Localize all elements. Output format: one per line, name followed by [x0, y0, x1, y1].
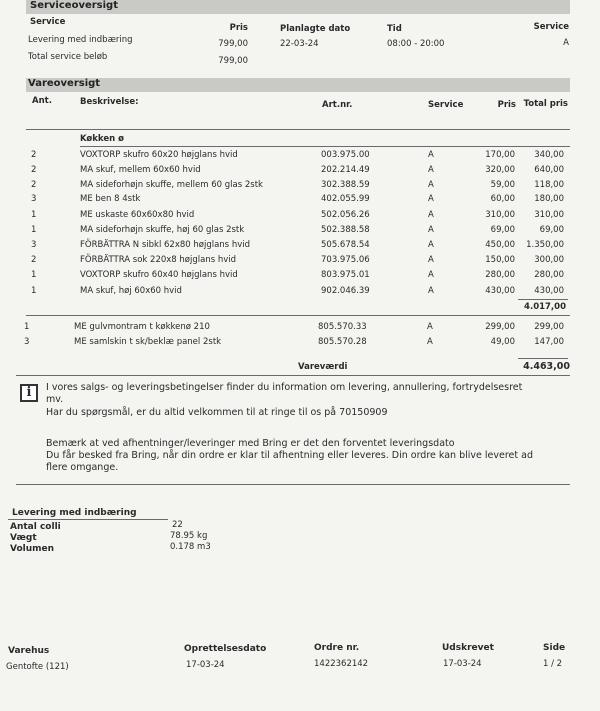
item-total: 280,00: [534, 270, 564, 280]
info-line-3: Har du spørgsmål, er du altid velkommen til at ringe til os på 70150909: [46, 407, 388, 418]
table-row: [0, 180, 600, 192]
item-service: A: [428, 240, 434, 250]
footer-side-label: Side: [543, 643, 566, 653]
item-ant: 2: [31, 255, 37, 265]
group-end-divider: [26, 315, 570, 316]
item-artnr: 703.975.06: [321, 255, 370, 265]
item-ant: 1: [31, 225, 37, 235]
footer-varehus-value: Gentofte (121): [6, 662, 69, 672]
vare-header-ant: Ant.: [32, 96, 52, 106]
delivery-value-volumen: 0.178 m3: [170, 542, 211, 552]
footer-side-value: 1 / 2: [543, 659, 563, 669]
service-row-dato: 22-03-24: [280, 39, 319, 49]
item-desc: FÖRBÄTTRA sok 220x8 højglans hvid: [80, 255, 237, 265]
item-pris: 299,00: [485, 322, 515, 332]
service-total-label: Total service beløb: [28, 52, 108, 62]
delivery-value-vaegt: 78.95 kg: [170, 531, 208, 541]
delivery-value-colli: 22: [172, 520, 183, 530]
item-artnr: 902.046.39: [321, 286, 370, 296]
delivery-title: Levering med indbæring: [12, 508, 137, 518]
footer-varehus-label: Varehus: [8, 646, 50, 656]
item-total: 430,00: [534, 286, 564, 296]
table-row: [0, 240, 600, 252]
item-artnr: 803.975.01: [321, 270, 370, 280]
vare-header-divider: [26, 129, 570, 130]
service-row-pris: 799,00: [218, 39, 248, 49]
item-ant: 1: [31, 210, 37, 220]
subtotal-divider: [518, 299, 568, 300]
item-ant: 2: [31, 180, 37, 190]
table-row: [0, 322, 600, 334]
footer-ordre-value: 1422362142: [314, 659, 369, 669]
table-row: [0, 337, 600, 349]
group-subtotal: 4.017,00: [524, 302, 566, 312]
item-service: A: [428, 255, 434, 265]
item-pris: 60,00: [490, 194, 515, 204]
service-header-code: Service: [533, 22, 569, 32]
service-header-service: Service: [30, 17, 66, 27]
item-total: 310,00: [534, 210, 564, 220]
delivery-label-colli: Antal colli: [10, 522, 61, 532]
delivery-divider: [8, 519, 168, 520]
item-service: A: [428, 286, 434, 296]
vareværdi-value: 4.463,00: [523, 361, 570, 372]
item-pris: 170,00: [485, 150, 515, 160]
item-artnr: 502.056.26: [321, 210, 370, 220]
item-desc: VOXTORP skufro 60x40 højglans hvid: [80, 270, 238, 280]
item-total: 299,00: [534, 322, 564, 332]
vareværdi-label: Vareværdi: [298, 362, 348, 372]
item-pris: 320,00: [485, 165, 515, 175]
table-row: [0, 286, 600, 298]
item-pris: 150,00: [485, 255, 515, 265]
info-line-1: I vores salgs- og leveringsbetingelser finder du information om levering, annullering, fortrydelsesret: [46, 382, 523, 393]
item-ant: 2: [31, 150, 37, 160]
item-ant: 2: [31, 165, 37, 175]
info-icon: i: [20, 384, 38, 402]
item-desc: VOXTORP skufro 60x20 højglans hvid: [80, 150, 238, 160]
table-row: [0, 225, 600, 237]
item-artnr: 402.055.99: [321, 194, 370, 204]
vare-header-total: Total pris: [523, 99, 568, 109]
info-line-4: Bemærk at ved afhentninger/leveringer med Bring er det den forventet leveringsdato: [46, 438, 455, 449]
info-line-5: Du får besked fra Bring, når din ordre er klar til afhentning eller leveres. Din ordre kan blive leveret ad: [46, 450, 533, 461]
vare-group-divider: [80, 146, 570, 147]
item-total: 118,00: [534, 180, 564, 190]
vare-header-pris: Pris: [497, 100, 516, 110]
vare-section-bar: [26, 78, 570, 92]
service-header-dato: Planlagte dato: [280, 24, 351, 34]
item-artnr: 505.678.54: [321, 240, 370, 250]
item-pris: 280,00: [485, 270, 515, 280]
service-row-code: A: [563, 38, 569, 48]
item-service: A: [428, 150, 434, 160]
vare-header-service: Service: [428, 100, 464, 110]
table-row: [0, 194, 600, 206]
item-artnr: 302.388.59: [321, 180, 370, 190]
info-line-2: mv.: [46, 394, 64, 405]
vare-group-title: Køkken ø: [80, 134, 124, 144]
item-desc: MA skuf, høj 60x60 hvid: [80, 286, 182, 296]
vare-header-beskrivelse: Beskrivelse:: [80, 97, 139, 107]
vare-section-title: Vareoversigt: [28, 78, 101, 89]
item-service: A: [428, 210, 434, 220]
item-pris: 310,00: [485, 210, 515, 220]
table-row: [0, 210, 600, 222]
delivery-label-vaegt: Vægt: [10, 533, 37, 543]
delivery-label-volumen: Volumen: [10, 544, 55, 554]
item-desc: ME gulvmontram t køkkenø 210: [74, 322, 210, 332]
footer-udskrevet-value: 17-03-24: [443, 659, 482, 669]
item-desc: ME uskaste 60x60x80 hvid: [80, 210, 195, 220]
item-ant: 1: [24, 322, 30, 332]
item-desc: ME samlskin t sk/beklæ panel 2stk: [74, 337, 222, 347]
service-header-pris: Pris: [229, 23, 248, 33]
service-section-title: Serviceoversigt: [30, 0, 118, 11]
service-header-tid: Tid: [387, 24, 402, 34]
item-total: 69,00: [539, 225, 564, 235]
item-service: A: [427, 337, 433, 347]
item-service: A: [427, 322, 433, 332]
item-desc: MA sideforhøjn skuffe, mellem 60 glas 2stk: [80, 180, 263, 190]
item-service: A: [428, 194, 434, 204]
item-pris: 450,00: [485, 240, 515, 250]
item-service: A: [428, 165, 434, 175]
item-artnr: 003.975.00: [321, 150, 370, 160]
item-desc: MA sideforhøjn skuffe, høj 60 glas 2stk: [80, 225, 245, 235]
footer-udskrevet-label: Udskrevet: [442, 643, 494, 653]
item-ant: 1: [31, 270, 37, 280]
item-total: 640,00: [534, 165, 564, 175]
item-ant: 1: [31, 286, 37, 296]
footer-oprettet-label: Oprettelsesdato: [184, 644, 267, 654]
table-row: [0, 255, 600, 267]
footer-ordre-label: Ordre nr.: [314, 643, 360, 653]
service-row-tid: 08:00 - 20:00: [387, 39, 445, 49]
item-service: A: [428, 225, 434, 235]
item-artnr: 805.570.33: [318, 322, 367, 332]
item-service: A: [428, 180, 434, 190]
item-ant: 3: [31, 240, 37, 250]
service-row-name: Levering med indbæring: [28, 35, 133, 45]
table-row: [0, 165, 600, 177]
item-total: 300,00: [534, 255, 564, 265]
item-ant: 3: [24, 337, 30, 347]
info-line-6: flere omgange.: [46, 462, 119, 473]
item-artnr: 202.214.49: [321, 165, 370, 175]
item-ant: 3: [31, 194, 37, 204]
item-pris: 59,00: [490, 180, 515, 190]
vare-header-artnr: Art.nr.: [322, 100, 353, 110]
item-pris: 430,00: [485, 286, 515, 296]
vareværdi-divider: [518, 358, 568, 359]
item-desc: MA skuf, mellem 60x60 hvid: [80, 165, 201, 175]
item-pris: 69,00: [490, 225, 515, 235]
item-artnr: 502.388.58: [321, 225, 370, 235]
table-row: [0, 270, 600, 282]
item-desc: FÖRBÄTTRA N sibkl 62x80 højglans hvid: [80, 240, 250, 250]
item-pris: 49,00: [490, 337, 515, 347]
vareværdi-end-divider: [16, 375, 570, 376]
item-artnr: 805.570.28: [318, 337, 367, 347]
item-desc: ME ben 8 4stk: [80, 194, 141, 204]
table-row: [0, 150, 600, 162]
footer-oprettet-value: 17-03-24: [186, 660, 225, 670]
item-total: 180,00: [534, 194, 564, 204]
item-total: 340,00: [534, 150, 564, 160]
item-total: 1.350,00: [526, 240, 564, 250]
service-total-pris: 799,00: [218, 56, 248, 66]
item-total: 147,00: [534, 337, 564, 347]
info-end-divider: [16, 484, 570, 485]
item-service: A: [428, 270, 434, 280]
